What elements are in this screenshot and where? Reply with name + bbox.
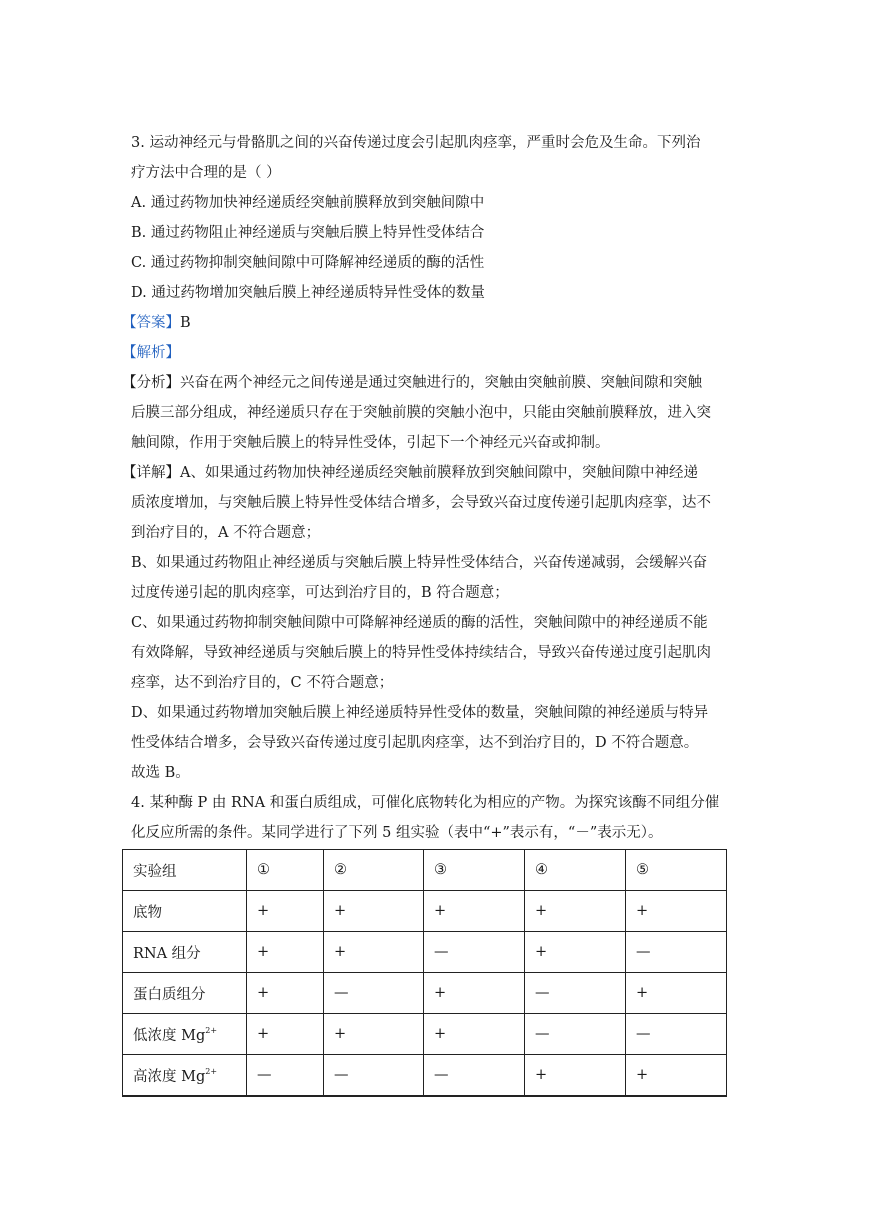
q4-stem-line-1: 4. 某种酶 P 由 RNA 和蛋白质组成，可催化底物转化为相应的产物。为探究该酶不同组分催 [131,795,720,811]
analysis-line: 过度传递引起的肌肉痉挛，可达到治疗目的，B 符合题意； [131,585,509,601]
table-row [123,1055,727,1097]
analysis-line: 性受体结合增多，会导致兴奋传递过度引起肌肉痉挛，达不到治疗目的，D 不符合题意。 [131,735,699,751]
analysis-line: 故选 B。 [131,765,190,781]
analysis-line: 后膜三部分组成，神经递质只存在于突触前膜的突触小泡中，只能由突触前膜释放，进入突 [131,405,711,421]
table-row [123,891,727,932]
table-cell: — [324,973,424,1014]
row-label: 高浓度 $Mg^{2+}$ [123,1055,247,1097]
q3-option-d: D. 通过药物增加突触后膜上神经递质特异性受体的数量 [131,285,485,301]
table-cell: + [424,973,525,1014]
analysis-line: 到治疗目的，A 不符合题意； [131,525,321,541]
table-header-cell: ④ [525,850,626,891]
q3-stem-line-1: 3. 运动神经元与骨骼肌之间的兴奋传递过度会引起肌肉痉挛，严重时会危及生命。下列治 [131,135,701,151]
table-header-cell: ⑤ [626,850,727,891]
q3-option-b: B. 通过药物阻止神经递质与突触后膜上特异性受体结合 [131,225,485,241]
table-cell: + [324,1014,424,1055]
analysis-line: 【分析】兴奋在两个神经元之间传递是通过突触进行的，突触由突触前膜、突触间隙和突触 [122,375,702,391]
table-cell: + [247,1014,324,1055]
analysis-line: 触间隙，作用于突触后膜上的特异性受体，引起下一个神经元兴奋或抑制。 [131,435,610,451]
row-label: 蛋白质组分 [123,973,247,1014]
table-header-cell: ③ [424,850,525,891]
table-cell: + [324,932,424,973]
analysis-line: 痉挛，达不到治疗目的，C 不符合题意； [131,675,394,691]
table-cell: — [324,1055,424,1097]
q3-answer [122,313,732,333]
table-cell: + [626,891,727,932]
analysis-line: B、如果通过药物阻止神经递质与突触后膜上特异性受体结合，兴奋传递减弱，会缓解兴奋 [131,555,708,571]
analysis-line: 【详解】A、如果通过药物加快神经递质经突触前膜释放到突触间隙中，突触间隙中神经递 [122,465,698,481]
table-cell: + [424,891,525,932]
table-cell: — [247,1055,324,1097]
table-header-row [123,850,727,891]
q3-stem-line-2: 疗方法中合理的是（ ） [131,165,281,181]
table-cell: + [247,973,324,1014]
analysis-line: D、如果通过药物增加突触后膜上神经递质特异性受体的数量，突触间隙的神经递质与特异 [131,705,709,721]
table-cell: — [626,1014,727,1055]
superscript: 2+ [205,1066,218,1076]
table-row [123,973,727,1014]
table-cell: + [525,1055,626,1097]
table-row [123,1014,727,1055]
table-cell: + [247,891,324,932]
table-cell: — [525,1014,626,1055]
table-cell: + [324,891,424,932]
table-row [123,932,727,973]
experiment-table [122,849,727,1097]
table-cell: + [247,932,324,973]
table-header-cell: ② [324,850,424,891]
table-header-cell: 实验组 [123,850,247,891]
analysis-line: 有效降解，导致神经递质与突触后膜上的特异性受体持续结合，导致兴奋传递过度引起肌肉 [131,645,711,661]
q3-option-c: C. 通过药物抑制突触间隙中可降解神经递质的酶的活性 [131,255,485,271]
analysis-line: C、如果通过药物抑制突触间隙中可降解神经递质的酶的活性，突触间隙中的神经递质不能 [131,615,708,631]
q4-stem-line-2: 化反应所需的条件。某同学进行了下列 5 组实验（表中“+”表示有，“－”表示无）。 [131,825,663,841]
table-cell: + [424,1014,525,1055]
table-cell: + [626,973,727,1014]
row-label: 低浓度 $Mg^{2+}$ [123,1014,247,1055]
table-cell: — [525,973,626,1014]
answer-tag: 【答案】 [122,315,180,331]
table-header-cell: ① [247,850,324,891]
table-cell: — [424,1055,525,1097]
table-cell: — [424,932,525,973]
q3-option-a: A. 通过药物加快神经递质经突触前膜释放到突触间隙中 [131,195,485,211]
superscript: 2+ [205,1025,218,1035]
answer-value: B [180,315,191,331]
analysis-tag: 【解析】 [122,345,180,361]
table-cell: + [525,932,626,973]
row-label: RNA 组分 [123,932,247,973]
row-label: 底物 [123,891,247,932]
table-cell: — [626,932,727,973]
analysis-line: 质浓度增加，与突触后膜上特异性受体结合增多，会导致兴奋过度传递引起肌肉痉挛，达不 [131,495,711,511]
table-cell: + [525,891,626,932]
table-cell: + [626,1055,727,1097]
